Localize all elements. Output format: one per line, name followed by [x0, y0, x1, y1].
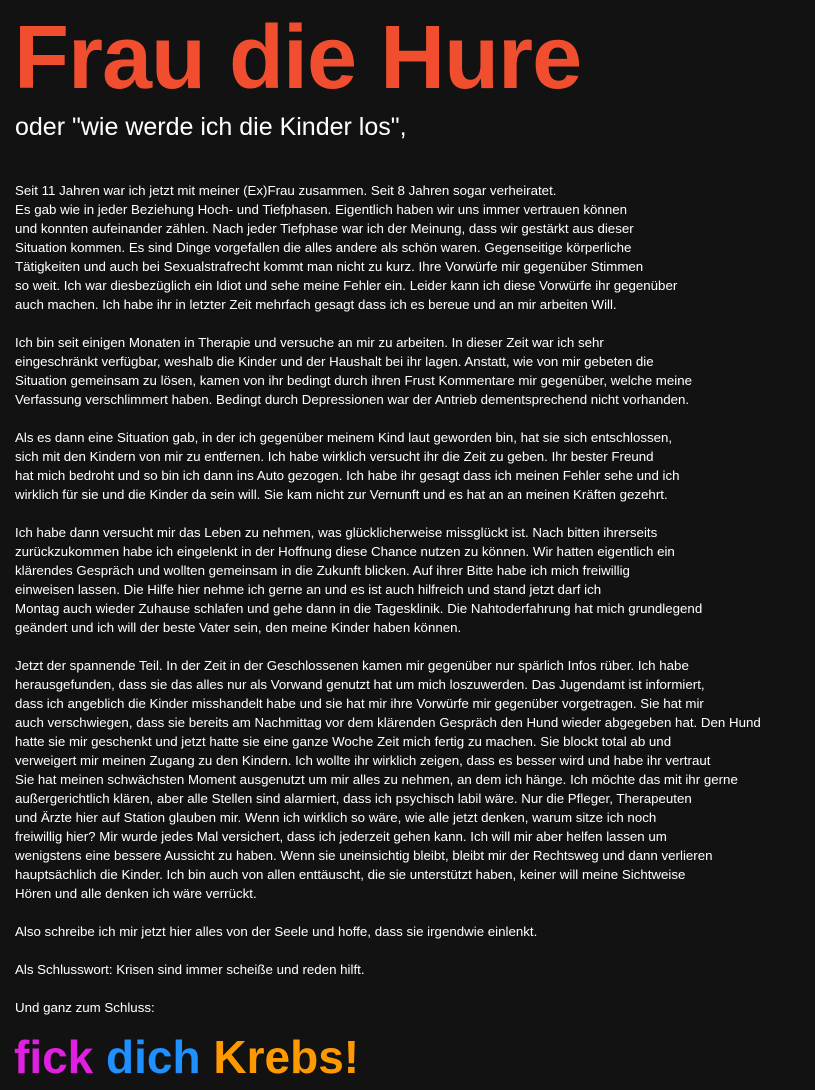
- text-line: freiwillig hier? Mir wurde jedes Mal versichert, dass ich jederzeit gehen kann. Ich will mir aber helfen lassen um: [15, 829, 667, 844]
- text-line: Es gab wie in jeder Beziehung Hoch- und Tiefphasen. Eigentlich haben wir uns immer vertrauen können: [15, 202, 628, 217]
- text-line: klärendes Gespräch und wollten gemeinsam in die Zukunft blicken. Auf ihrer Bitte habe ich mich freiwillig: [15, 563, 630, 578]
- text-line: zurückzukommen habe ich eingelenkt in der Hoffnung diese Chance nutzen zu können. Wir hatten eigentlich ein: [15, 544, 675, 559]
- paragraph: [15, 523, 810, 637]
- text-line: dass ich angeblich die Kinder misshandelt habe und sie hat mir ihre Vorwürfe mir gegenüber vorgetragen. Sie hat mir: [15, 696, 704, 711]
- text-line: und konnten aufeinander zählen. Nach jeder Tiefphase war ich der Meinung, dass wir gestärkt aus dieser: [15, 221, 634, 236]
- text-line: Tätigkeiten und auch bei Sexualstrafrecht kommt man nicht zu kurz. Ihre Vorwürfe mir gegenüber Stimmen: [15, 259, 644, 274]
- text-line: Sie hat meinen schwächsten Moment ausgenutzt um mir alles zu nehmen, an dem ich hänge. Ich möchte das mit ihr gerne: [15, 772, 738, 787]
- paragraph: [15, 998, 810, 1017]
- paragraph: [15, 181, 810, 314]
- paragraph: [15, 428, 810, 504]
- text-line: geändert und ich will der beste Vater sein, den meine Kinder haben können.: [15, 620, 462, 635]
- text-line: herausgefunden, dass sie das alles nur als Vorwand genutzt hat um mich loszuwerden. Das Jugendamt ist informiert,: [15, 677, 705, 692]
- paragraph: [15, 960, 810, 979]
- text-line: Ich bin seit einigen Monaten in Therapie und versuche an mir zu arbeiten. In dieser Zeit war ich sehr: [15, 335, 604, 350]
- text-line: außergerichtlich klären, aber alle Stellen sind alarmiert, dass ich psychisch labil wäre. Nur die Pfleger, Therapeuten: [15, 791, 692, 806]
- text-line: Situation kommen. Es sind Dinge vorgefallen die alles andere als schön waren. Gegenseitige körperliche: [15, 240, 632, 255]
- text-line: einweisen lassen. Die Hilfe hier nehme ich gerne an und es ist auch hilfreich und stand jetzt darf ich: [15, 582, 602, 597]
- text-line: Situation gemeinsam zu lösen, kamen von ihr bedingt durch ihren Frust Kommentare mir gegenüber, welche meine: [15, 373, 693, 388]
- text-line: so weit. Ich war diesbezüglich ein Idiot und sehe meine Fehler ein. Leider kann ich diese Vorwürfe ihr gegenüber: [15, 278, 678, 293]
- closing-word-dich: dich: [106, 1031, 201, 1083]
- text-line: hatte sie mir geschenkt und jetzt hatte sie eine ganze Woche Zeit mich fertig zu machen. Sie blockt total ab und: [15, 734, 672, 749]
- text-line: Hören und alle denken ich wäre verrückt.: [15, 886, 257, 901]
- closing-word-krebs: Krebs!: [213, 1031, 360, 1083]
- text-line: Montag auch wieder Zuhause schlafen und gehe dann in die Tagesklinik. Die Nahtoderfahrung hat mich grundlegend: [15, 601, 703, 616]
- text-line: sich mit den Kindern von mir zu entfernen. Ich habe wirklich versucht ihr die Zeit zu geben. Ihr bester Freund: [15, 449, 654, 464]
- text-line: Ich habe dann versucht mir das Leben zu nehmen, was glücklicherweise missglückt ist. Nach bitten ihrerseits: [15, 525, 658, 540]
- text-line: verweigert mir meinen Zugang zu den Kindern. Ich wollte ihr wirklich zeigen, dass es besser wird und habe ihr vertraut: [15, 753, 711, 768]
- text-line: auch machen. Ich habe ihr in letzter Zeit mehrfach gesagt dass ich es bereue und an mir arbeiten Will.: [15, 297, 617, 312]
- text-line: Als Schlusswort: Krisen sind immer scheiße und reden hilft.: [15, 962, 365, 977]
- text-line: eingeschränkt verfügbar, weshalb die Kinder und der Haushalt bei ihr lagen. Anstatt, wie von mir gebeten die: [15, 354, 654, 369]
- closing-line: [14, 1030, 359, 1084]
- text-line: hat mich bedroht und so bin ich dann ins Auto gezogen. Ich habe ihr gesagt dass ich meinen Fehler sehe und ich: [15, 468, 680, 483]
- text-line: wenigstens eine bessere Aussicht zu haben. Wenn sie uneinsichtig bleibt, bleibt mir der Rechtsweg und dann verlieren: [15, 848, 713, 863]
- text-line: Also schreibe ich mir jetzt hier alles von der Seele und hoffe, dass sie irgendwie einlenkt.: [15, 924, 538, 939]
- paragraph: [15, 333, 810, 409]
- paragraph: [15, 656, 810, 903]
- text-line: auch verschwiegen, dass sie bereits am Nachmittag vor dem klärenden Gespräch den Hund wieder abgegeben hat. Den Hund: [15, 715, 761, 730]
- text-line: Als es dann eine Situation gab, in der ich gegenüber meinem Kind laut geworden bin, hat sie sich entschlossen,: [15, 430, 673, 445]
- paragraph: [15, 922, 810, 941]
- page-title: Frau die Hure: [14, 8, 582, 108]
- text-line: hauptsächlich die Kinder. Ich bin auch von allen enttäuscht, die sie unterstützt haben, keiner will meine Sichtweise: [15, 867, 686, 882]
- text-line: und Ärzte hier auf Station glauben mir. Wenn ich wirklich so wäre, wie alle jetzt denken, warum sitze ich noch: [15, 810, 657, 825]
- page-subtitle: oder "wie werde ich die Kinder los",: [15, 113, 407, 141]
- text-line: Und ganz zum Schluss:: [15, 1000, 155, 1015]
- text-line: Verfassung verschlimmert haben. Bedingt durch Depressionen war der Antrieb dementsprechend nicht vorhanden.: [15, 392, 690, 407]
- text-line: Jetzt der spannende Teil. In der Zeit in der Geschlossenen kamen mir gegenüber nur spärlich Infos rüber. Ich habe: [15, 658, 689, 673]
- closing-word-fick: fick: [14, 1031, 94, 1083]
- article-body: [15, 181, 810, 1036]
- text-line: wirklich für sie und die Kinder da sein will. Sie kam nicht zur Vernunft und es hat an an meinen Kräften gezehrt.: [15, 487, 668, 502]
- text-line: Seit 11 Jahren war ich jetzt mit meiner (Ex)Frau zusammen. Seit 8 Jahren sogar verheiratet.: [15, 183, 557, 198]
